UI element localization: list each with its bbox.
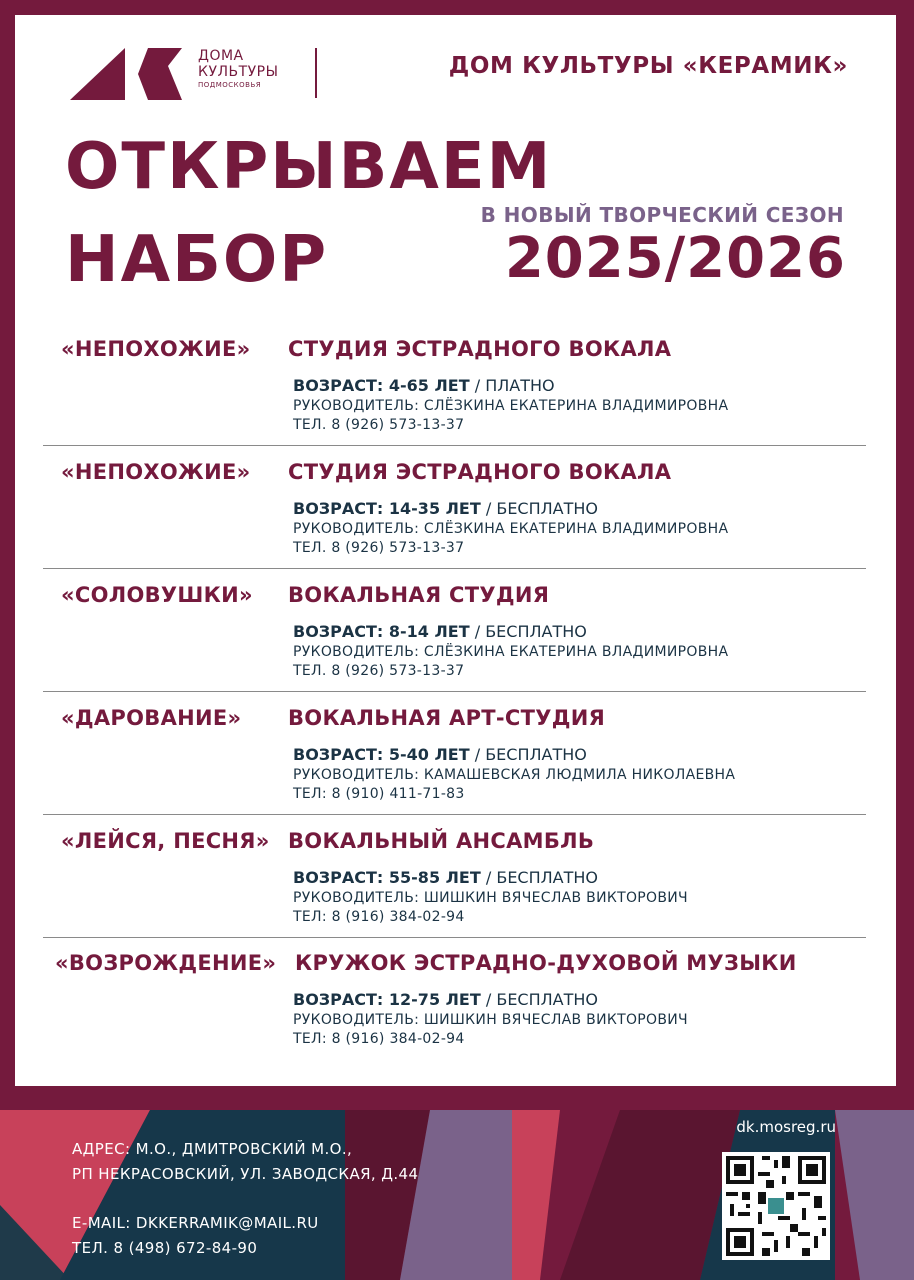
phone-line: ТЕЛ: 8 (910) 411-71-83 [293, 786, 465, 802]
list-item [43, 937, 866, 1059]
studio-info [293, 375, 728, 435]
poster-card [15, 15, 896, 1086]
list-item [43, 323, 866, 446]
studio-title: КРУЖОК ЭСТРАДНО-ДУХОВОЙ МУЗЫКИ [295, 951, 797, 975]
price-label: / БЕСПЛАТНО [480, 990, 599, 1009]
leader-line: РУКОВОДИТЕЛЬ: ШИШКИН ВЯЧЕСЛАВ ВИКТОРОВИЧ [293, 890, 688, 906]
age-label: ВОЗРАСТ: 4-65 ЛЕТ [293, 376, 470, 395]
logo-separator [315, 48, 317, 98]
phone-line: ТЕЛ. 8 (926) 573-13-37 [293, 417, 465, 433]
price-label: / БЕСПЛАТНО [480, 499, 599, 518]
studio-title: ВОКАЛЬНАЯ АРТ-СТУДИЯ [288, 706, 606, 730]
list-item [43, 815, 866, 938]
price-label: / БЕСПЛАТНО [480, 868, 599, 887]
qr-code-icon[interactable] [722, 1152, 830, 1260]
headline-line-2: НАБОР [65, 223, 329, 297]
price-label: / БЕСПЛАТНО [469, 622, 587, 641]
age-line [293, 744, 735, 766]
studio-info [293, 498, 728, 558]
studio-title: СТУДИЯ ЭСТРАДНОГО ВОКАЛА [288, 337, 672, 361]
doma-kultury-logo-icon [70, 48, 190, 100]
studio-info [293, 621, 728, 681]
studio-name: «НЕПОХОЖИЕ» [61, 460, 251, 484]
studio-info [293, 744, 735, 804]
age-line [293, 621, 728, 643]
email-line[interactable]: E-MAIL: DKKERRAMIK@MAIL.RU [72, 1214, 319, 1232]
logo-line-2: КУЛЬТУРЫ [198, 64, 279, 80]
studio-title: ВОКАЛЬНАЯ СТУДИЯ [288, 583, 550, 607]
age-line [293, 989, 688, 1011]
studio-name: «ДАРОВАНИЕ» [61, 706, 242, 730]
age-label: ВОЗРАСТ: 14-35 ЛЕТ [293, 499, 481, 518]
logo-line-3: ПОДМОСКОВЬЯ [198, 81, 262, 89]
phone-line: ТЕЛ. 8 (926) 573-13-37 [293, 540, 465, 556]
footer [0, 1110, 914, 1280]
leader-line: РУКОВОДИТЕЛЬ: КАМАШЕВСКАЯ ЛЮДМИЛА НИКОЛАЕВНА [293, 767, 736, 783]
age-label: ВОЗРАСТ: 8-14 ЛЕТ [293, 622, 470, 641]
studio-title: ВОКАЛЬНЫЙ АНСАМБЛЬ [288, 829, 595, 853]
list-item [43, 569, 866, 692]
leader-line: РУКОВОДИТЕЛЬ: ШИШКИН ВЯЧЕСЛАВ ВИКТОРОВИЧ [293, 1012, 688, 1028]
list-item [43, 446, 866, 569]
leader-line: РУКОВОДИТЕЛЬ: СЛЁЗКИНА ЕКАТЕРИНА ВЛАДИМИРОВНА [293, 644, 729, 660]
price-label: / ПЛАТНО [469, 376, 555, 395]
phone-line: ТЕЛ. 8 (926) 573-13-37 [293, 663, 465, 679]
qr-code-graphic [722, 1152, 830, 1260]
studio-info [293, 867, 688, 927]
age-label: ВОЗРАСТ: 55-85 ЛЕТ [293, 868, 481, 887]
studio-name: «НЕПОХОЖИЕ» [61, 337, 251, 361]
age-line [293, 498, 728, 520]
logo-line-1: ДОМА [198, 48, 244, 64]
footer-phone: ТЕЛ. 8 (498) 672-84-90 [72, 1239, 258, 1257]
studio-name: «СОЛОВУШКИ» [61, 583, 253, 607]
price-label: / БЕСПЛАТНО [469, 745, 587, 764]
phone-line: ТЕЛ: 8 (916) 384-02-94 [293, 1031, 465, 1047]
logo-text [198, 48, 278, 90]
studio-name: «ЛЕЙСЯ, ПЕСНЯ» [61, 829, 270, 853]
season-text: В НОВЫЙ ТВОРЧЕСКИЙ СЕЗОН [480, 203, 844, 227]
headline-line-1: ОТКРЫВАЕМ [65, 130, 553, 204]
age-label: ВОЗРАСТ: 12-75 ЛЕТ [293, 990, 481, 1009]
list-item [43, 692, 866, 815]
phone-line: ТЕЛ: 8 (916) 384-02-94 [293, 909, 465, 925]
site-link[interactable]: dk.mosreg.ru [736, 1118, 836, 1136]
leader-line: РУКОВОДИТЕЛЬ: СЛЁЗКИНА ЕКАТЕРИНА ВЛАДИМИРОВНА [293, 398, 729, 414]
address-line-2: РП НЕКРАСОВСКИЙ, УЛ. ЗАВОДСКАЯ, Д.44 [72, 1165, 419, 1183]
doma-kultury-logo [70, 48, 330, 118]
age-line [293, 375, 728, 397]
studio-info [293, 989, 688, 1049]
season-year: 2025/2026 [504, 226, 846, 291]
age-label: ВОЗРАСТ: 5-40 ЛЕТ [293, 745, 470, 764]
studio-name: «ВОЗРОЖДЕНИЕ» [55, 951, 277, 975]
age-line [293, 867, 688, 889]
studio-title: СТУДИЯ ЭСТРАДНОГО ВОКАЛА [288, 460, 672, 484]
org-title: ДОМ КУЛЬТУРЫ «КЕРАМИК» [448, 53, 848, 79]
leader-line: РУКОВОДИТЕЛЬ: СЛЁЗКИНА ЕКАТЕРИНА ВЛАДИМИРОВНА [293, 521, 729, 537]
address-line-1: АДРЕС: М.О., ДМИТРОВСКИЙ М.О., [72, 1140, 353, 1158]
